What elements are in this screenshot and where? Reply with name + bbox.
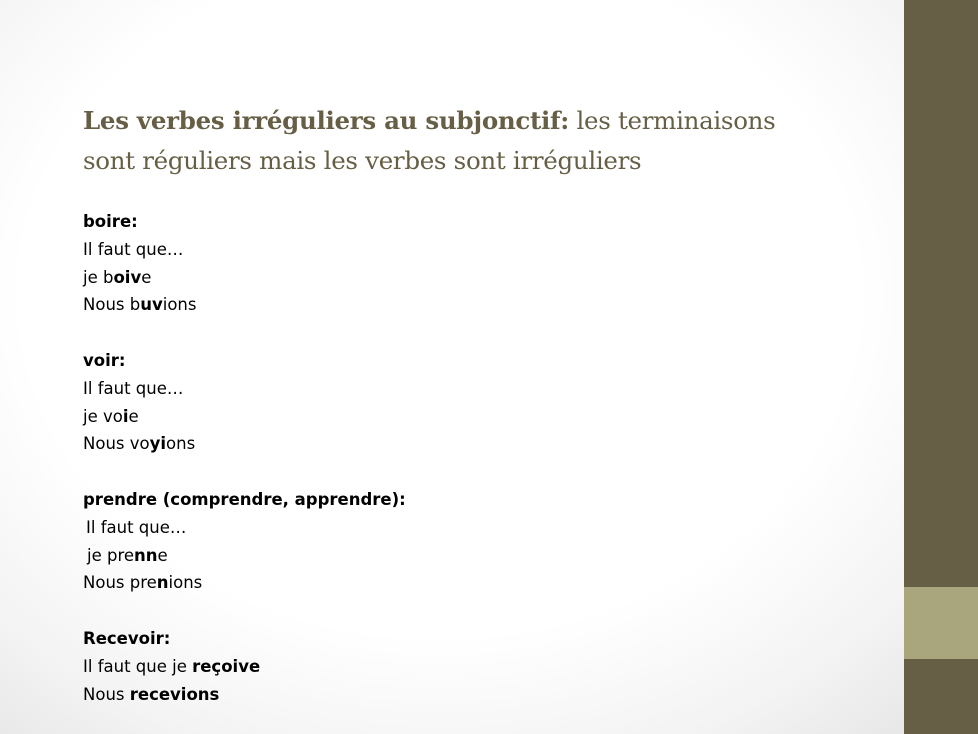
boire-je: je boive bbox=[83, 267, 152, 287]
spacer bbox=[83, 458, 883, 486]
section-heading-prendre: prendre (comprendre, apprendre): bbox=[83, 489, 406, 509]
spacer bbox=[83, 597, 883, 625]
sidebar-accent-block bbox=[904, 587, 978, 659]
title-bold: Les verbes irréguliers au subjonctif: bbox=[83, 106, 569, 135]
title-line-2: sont réguliers mais les verbes sont irréguliers bbox=[83, 146, 642, 175]
slide-title bbox=[83, 101, 898, 181]
recevoir-je: Il faut que je reçoive bbox=[83, 656, 261, 676]
voir-nous: Nous voyions bbox=[83, 434, 196, 454]
section-heading-boire: boire: bbox=[83, 212, 138, 231]
prendre-je: je prenne bbox=[87, 545, 168, 565]
title-line-1 bbox=[83, 101, 898, 141]
boire-intro: Il faut que… bbox=[83, 239, 184, 259]
title-rest: les terminaisons bbox=[569, 106, 776, 135]
boire-nous: Nous buvions bbox=[83, 295, 197, 315]
recevoir-nous: Nous recevions bbox=[83, 684, 220, 704]
prendre-nous: Nous prenions bbox=[83, 573, 203, 593]
prendre-intro: Il faut que… bbox=[86, 517, 187, 537]
slide-body bbox=[83, 208, 883, 708]
voir-je: je voie bbox=[83, 406, 139, 426]
section-heading-recevoir: Recevoir: bbox=[83, 628, 171, 648]
voir-intro: Il faut que… bbox=[83, 378, 184, 398]
spacer bbox=[83, 319, 883, 347]
section-heading-voir: voir: bbox=[83, 350, 126, 370]
